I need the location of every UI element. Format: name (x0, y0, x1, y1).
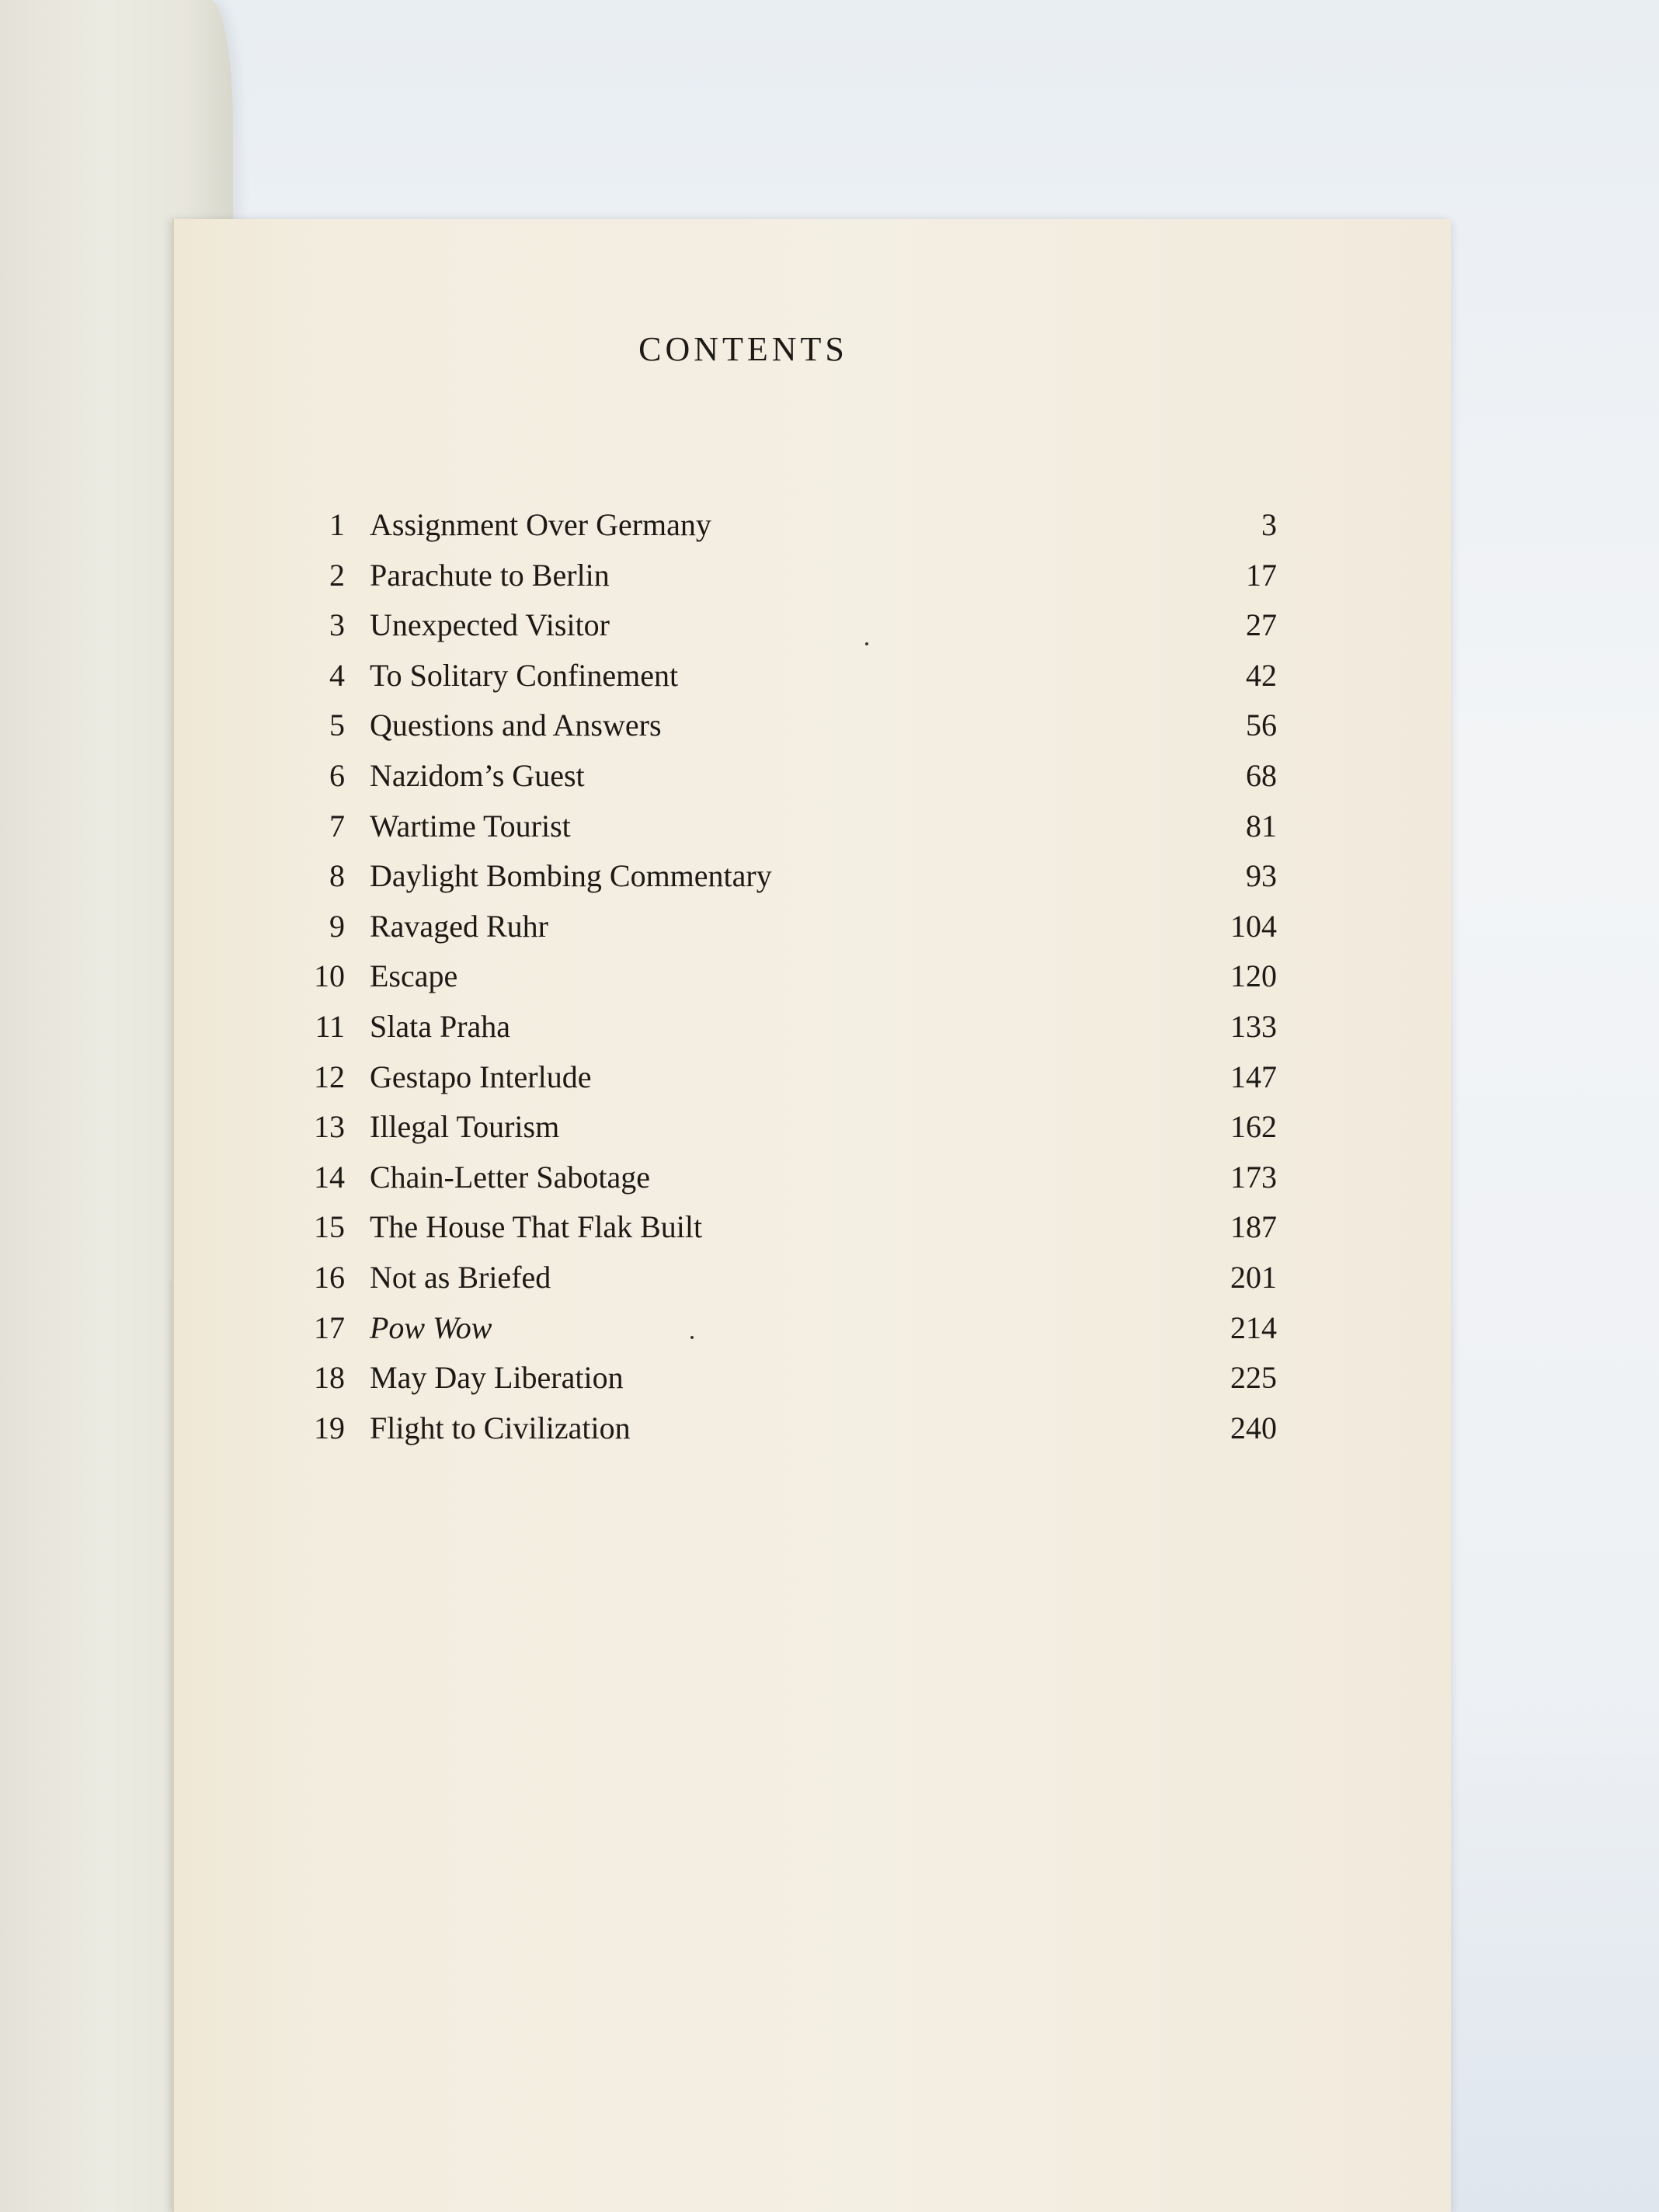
page-number: 240 (1230, 1410, 1277, 1445)
chapter-number: 5 (329, 708, 345, 743)
chapter-number: 8 (329, 858, 345, 894)
page-number: 81 (1246, 808, 1277, 843)
chapter-title: Daylight Bombing Commentary (370, 858, 772, 894)
chapter-title: Wartime Tourist (370, 808, 571, 843)
contents-heading: CONTENTS (638, 330, 848, 368)
toc-entry (283, 1153, 1370, 1203)
toc-entry (283, 701, 1370, 751)
chapter-number: 7 (329, 808, 345, 843)
page-number: 133 (1230, 1008, 1277, 1044)
chapter-number: 1 (329, 507, 345, 542)
chapter-number: 15 (314, 1209, 345, 1245)
toc-entry (283, 651, 1370, 701)
page-number: 17 (1246, 557, 1277, 593)
toc-entry (283, 751, 1370, 802)
chapter-number: 19 (314, 1410, 345, 1445)
toc-entry (283, 1353, 1370, 1403)
toc-entry (283, 851, 1370, 902)
chapter-title: May Day Liberation (370, 1360, 624, 1396)
page-number: 187 (1230, 1209, 1277, 1245)
toc-entry (283, 1102, 1370, 1153)
chapter-number: 3 (329, 607, 345, 643)
contents-page (172, 219, 1451, 2212)
paper-speck (690, 1336, 694, 1339)
toc-entry (283, 802, 1370, 852)
page-number: 42 (1246, 657, 1277, 693)
chapter-number: 17 (314, 1309, 345, 1345)
chapter-number: 14 (314, 1159, 345, 1195)
chapter-title: Slata Praha (370, 1008, 511, 1044)
chapter-number: 16 (314, 1259, 345, 1295)
chapter-title: Ravaged Ruhr (370, 908, 548, 944)
page-number: 201 (1230, 1259, 1277, 1295)
page-number: 162 (1230, 1109, 1277, 1145)
chapter-title: Illegal Tourism (370, 1109, 560, 1145)
chapter-number: 18 (314, 1360, 345, 1396)
chapter-title: Not as Briefed (370, 1259, 551, 1295)
chapter-number: 2 (329, 557, 345, 593)
chapter-title: Unexpected Visitor (370, 607, 610, 643)
page-number: 147 (1230, 1059, 1277, 1094)
table-of-contents (283, 500, 1370, 1453)
page-number: 104 (1230, 908, 1277, 944)
toc-entry (283, 1403, 1370, 1454)
toc-entry (283, 902, 1370, 952)
chapter-title: Chain-Letter Sabotage (370, 1159, 650, 1195)
chapter-number: 6 (329, 757, 345, 793)
chapter-title: Nazidom’s Guest (370, 757, 585, 793)
page-number: 214 (1230, 1309, 1277, 1345)
page-number: 173 (1230, 1159, 1277, 1195)
chapter-title: Escape (370, 958, 458, 994)
toc-entry (283, 1253, 1370, 1303)
chapter-title: Parachute to Berlin (370, 557, 610, 593)
chapter-title: Assignment Over Germany (370, 507, 711, 542)
toc-entry (283, 951, 1370, 1002)
chapter-number: 10 (314, 958, 345, 994)
chapter-number: 13 (314, 1109, 345, 1145)
chapter-number: 11 (315, 1008, 345, 1044)
toc-entry (283, 500, 1370, 551)
page-number: 3 (1261, 507, 1277, 542)
page-number: 93 (1246, 858, 1277, 894)
toc-entry (283, 1002, 1370, 1052)
page-number: 120 (1230, 958, 1277, 994)
chapter-number: 12 (314, 1059, 345, 1094)
chapter-number: 9 (329, 908, 345, 944)
page-number: 27 (1246, 607, 1277, 643)
chapter-title: To Solitary Confinement (370, 657, 679, 693)
toc-entry (283, 1303, 1370, 1354)
paper-speck (865, 642, 868, 645)
chapter-title: The House That Flak Built (370, 1209, 703, 1245)
toc-entry (283, 551, 1370, 601)
chapter-title: Flight to Civilization (370, 1410, 631, 1445)
toc-entry (283, 1202, 1370, 1253)
chapter-title: Pow Wow (370, 1309, 492, 1345)
chapter-number: 4 (329, 657, 345, 693)
toc-entry (283, 600, 1370, 651)
page-number: 225 (1230, 1360, 1277, 1396)
page-number: 56 (1246, 708, 1277, 743)
page-number: 68 (1246, 757, 1277, 793)
chapter-title: Gestapo Interlude (370, 1059, 592, 1094)
chapter-title: Questions and Answers (370, 708, 662, 743)
toc-entry (283, 1052, 1370, 1103)
